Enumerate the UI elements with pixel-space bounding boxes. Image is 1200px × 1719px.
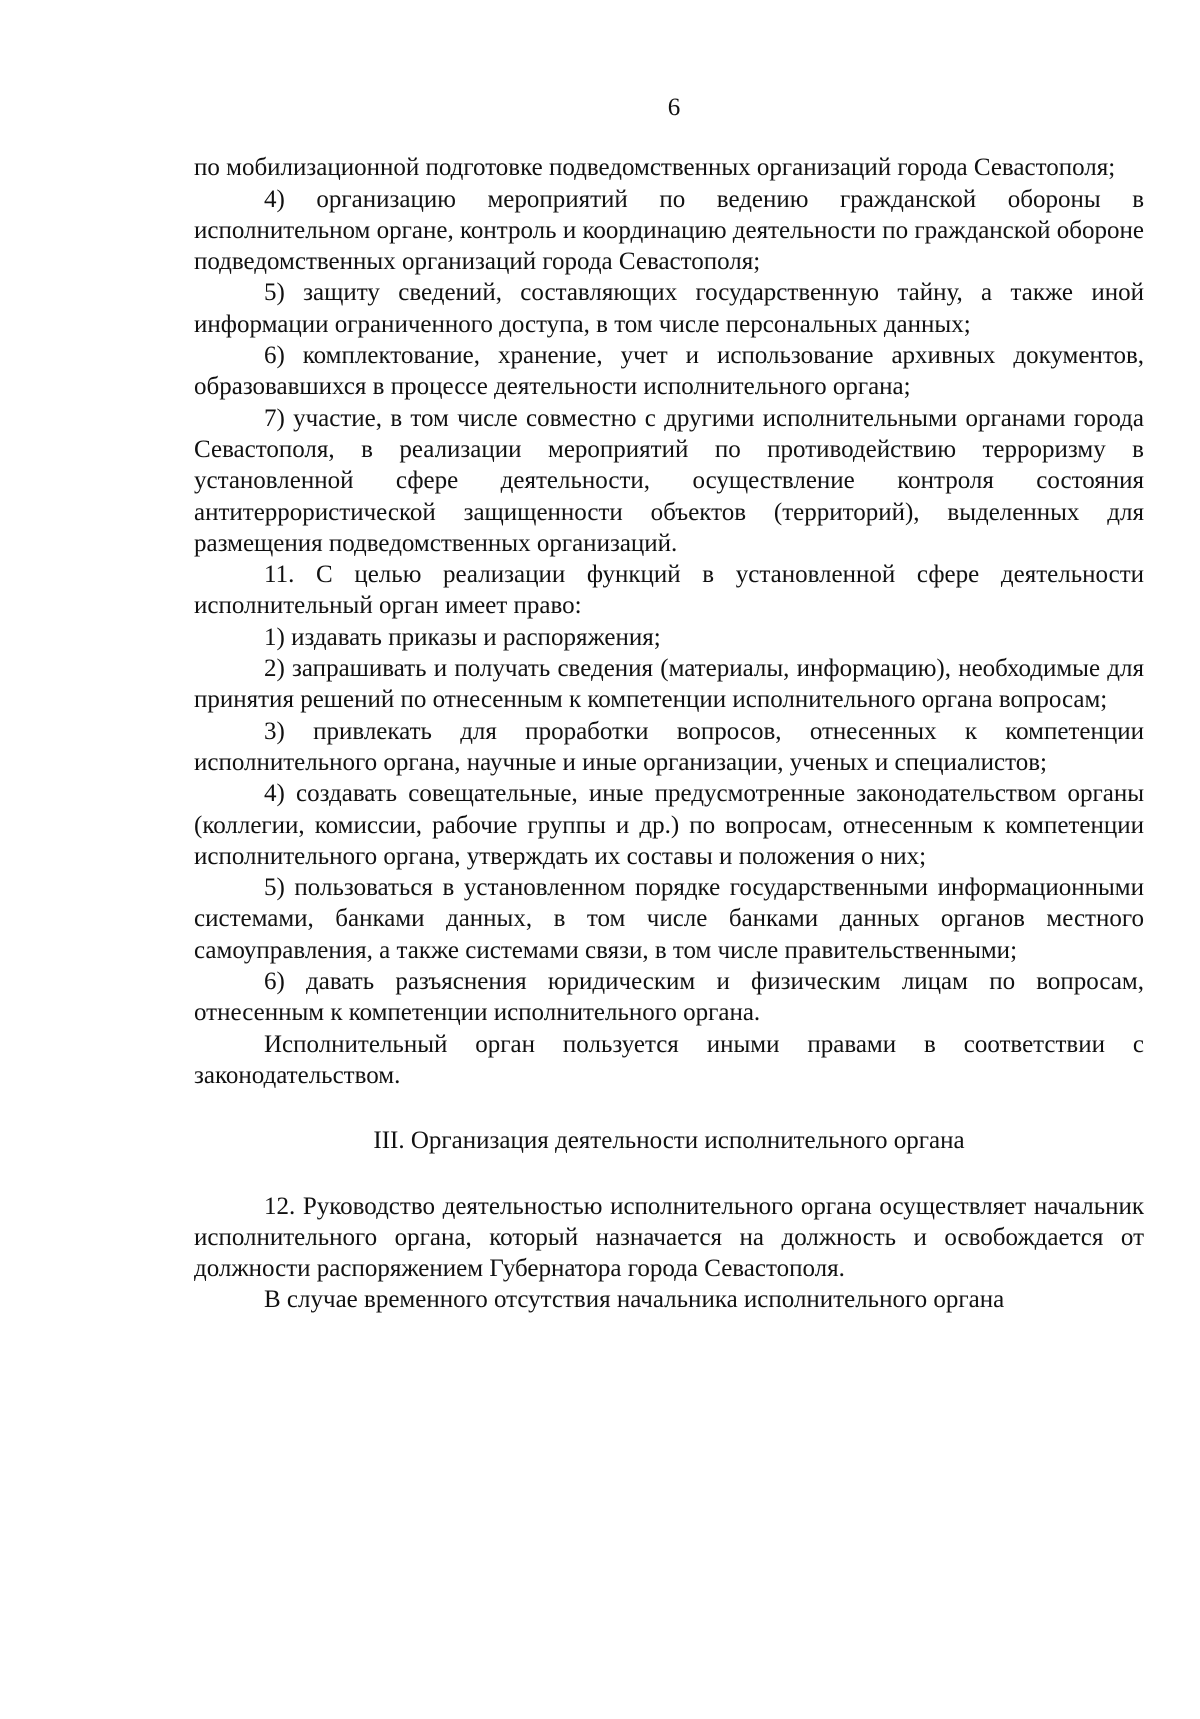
paragraph-clause-12: 12. Руководство деятельностью исполнительного органа осуществляет начальник исполнительного органа, который назначается на должность и освобождается от должности распоряжением Губернатора города Севастополя. xyxy=(194,1192,1144,1283)
paragraph-right-2: 2) запрашивать и получать сведения (материалы, информацию), необходимые для принятия решений по отнесенным к компетенции исполнительного органа вопросам; xyxy=(194,655,1144,714)
section-heading: III. Организация деятельности исполнительного органа xyxy=(373,1127,965,1155)
paragraph-item-5-secret-protection: 5) защиту сведений, составляющих государственную тайну, а также иной информации ограниченного доступа, в том числе персональных данных; xyxy=(194,279,1144,338)
paragraph-right-1: 1) издавать приказы и распоряжения; xyxy=(264,623,661,651)
paragraph-item-6-archives: 6) комплектование, хранение, учет и использование архивных документов, образовавшихся в процессе деятельности исполнительного органа; xyxy=(194,342,1144,401)
paragraph-absence-case: В случае временного отсутствия начальника исполнительного органа xyxy=(264,1286,1005,1314)
paragraph-clause-11: 11. С целью реализации функций в установленной сфере деятельности исполнительный орган имеет право: xyxy=(194,561,1144,620)
paragraph-item-7-antiterrorism: 7) участие, в том числе совместно с другими исполнительными органами города Севастополя, в реализации мероприятий по противодействию терроризму в установленной сфере деятельности, осуществление контроля состояния антитеррористической защищенности объектов (территорий), выделенных для размещения подведомственных организаций. xyxy=(194,404,1144,557)
paragraph-item-4-civil-defense: 4) организацию мероприятий по ведению гражданской обороны в исполнительном органе, контроль и координацию деятельности по гражданской обороне подведомственных организаций города Севастополя; xyxy=(194,185,1144,276)
paragraph-other-rights: Исполнительный орган пользуется иными правами в соответствии с законодательством. xyxy=(194,1030,1144,1089)
page-number: 6 xyxy=(667,94,681,121)
paragraph-continuation: по мобилизационной подготовке подведомственных организаций города Севастополя; xyxy=(194,154,1116,182)
paragraph-right-6: 6) давать разъяснения юридическим и физическим лицам по вопросам, отнесенным к компетенции исполнительного органа. xyxy=(194,968,1144,1027)
paragraph-right-5: 5) пользоваться в установленном порядке государственными информационными системами, банками данных, в том числе банками данных органов местного самоуправления, а также системами связи, в том числе правительственными; xyxy=(194,874,1144,964)
paragraph-right-3: 3) привлекать для проработки вопросов, отнесенных к компетенции исполнительного органа, научные и иные организации, ученых и специалистов; xyxy=(194,717,1144,776)
paragraph-right-4: 4) создавать совещательные, иные предусмотренные законодательством органы (коллегии, комиссии, рабочие группы и др.) по вопросам, отнесенным к компетенции исполнительного органа, утверждать их составы и положения о них; xyxy=(194,780,1144,870)
document-page xyxy=(194,92,1144,1316)
